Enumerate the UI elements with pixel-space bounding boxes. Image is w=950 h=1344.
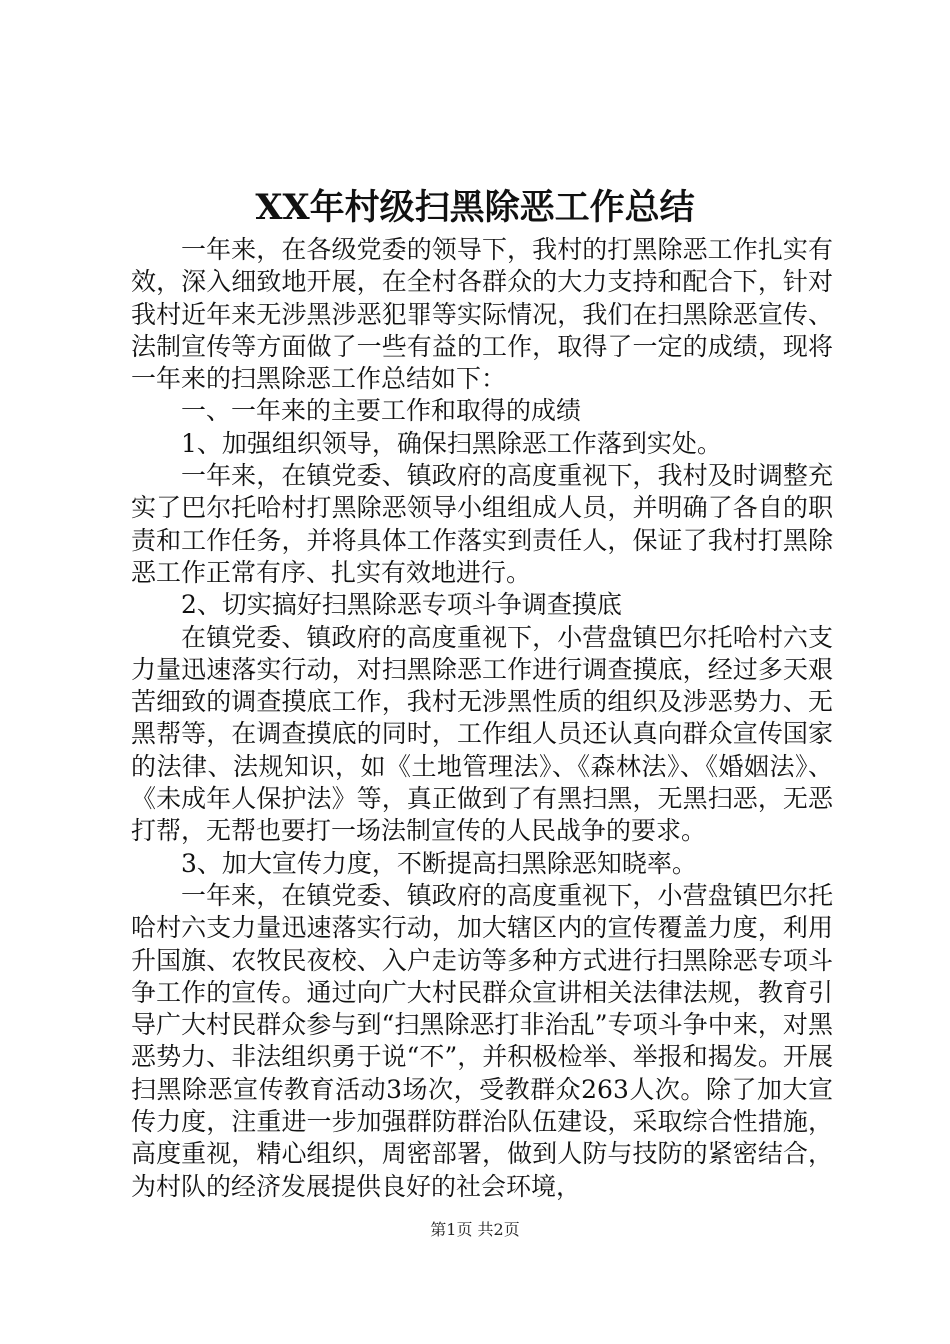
document-title: XX年村级扫黑除恶工作总结 [255, 187, 695, 228]
document-body [131, 234, 833, 1203]
paragraph-investigation: 在镇党委、镇政府的高度重视下，小营盘镇巴尔托哈村六支力量迅速落实行动，对扫黑除恶工作进行调查摸底，经过多天艰苦细致的调查摸底工作，我村无涉黑性质的组织及涉恶势力、无黑帮等，在调查摸底的同时，工作组人员还认真向群众宣传国家的法律、法规知识，如《土地管理法》、《森林法》、《婚姻法》、《未成年人保护法》等，真正做到了有黑扫黑，无黑扫恶，无恶打帮，无帮也要打一场法制宣传的人民战争的要求。 [131, 622, 833, 846]
paragraph-organization: 一年来，在镇党委、镇政府的高度重视下，我村及时调整充实了巴尔托哈村打黑除恶领导小组组成人员，并明确了各自的职责和工作任务，并将具体工作落实到责任人，保证了我村打黑除恶工作正常有序、扎实有效地进行。 [131, 461, 833, 587]
paragraph-intro: 一年来，在各级党委的领导下，我村的打黑除恶工作扎实有效，深入细致地开展，在全村各群众的大力支持和配合下，针对我村近年来无涉黑涉恶犯罪等实际情况，我们在扫黑除恶宣传、法制宣传等方面做了一些有益的工作，取得了一定的成绩，现将一年来的扫黑除恶工作总结如下： [131, 235, 833, 394]
page-footer: 第1页 共2页 [430, 1220, 520, 1239]
subheading-organization: 1、加强组织领导，确保扫黑除恶工作落到实处。 [181, 428, 722, 458]
section-heading-main-work: 一、一年来的主要工作和取得的成绩 [181, 396, 582, 426]
paragraph-publicity: 一年来，在镇党委、镇政府的高度重视下，小营盘镇巴尔托哈村六支力量迅速落实行动，加大辖区内的宣传覆盖力度，利用升国旗、农牧民夜校、入户走访等多种方式进行扫黑除恶专项斗争工作的宣传。通过向广大村民群众宣讲相关法律法规，教育引导广大村民群众参与到“扫黑除恶打非治乱”专项斗争中来，对黑恶势力、非法组织勇于说“不”，并积极检举、举报和揭发。开展扫黑除恶宣传教育活动3场次，受教群众263人次。除了加大宣传力度，注重进一步加强群防群治队伍建设，采取综合性措施，高度重视，精心组织，周密部署，做到人防与技防的紧密结合，为村队的经济发展提供良好的社会环境， [131, 880, 833, 1201]
subheading-publicity: 3、加大宣传力度，不断提高扫黑除恶知晓率。 [181, 848, 697, 878]
subheading-investigation: 2、切实搞好扫黑除恶专项斗争调查摸底 [181, 590, 622, 620]
